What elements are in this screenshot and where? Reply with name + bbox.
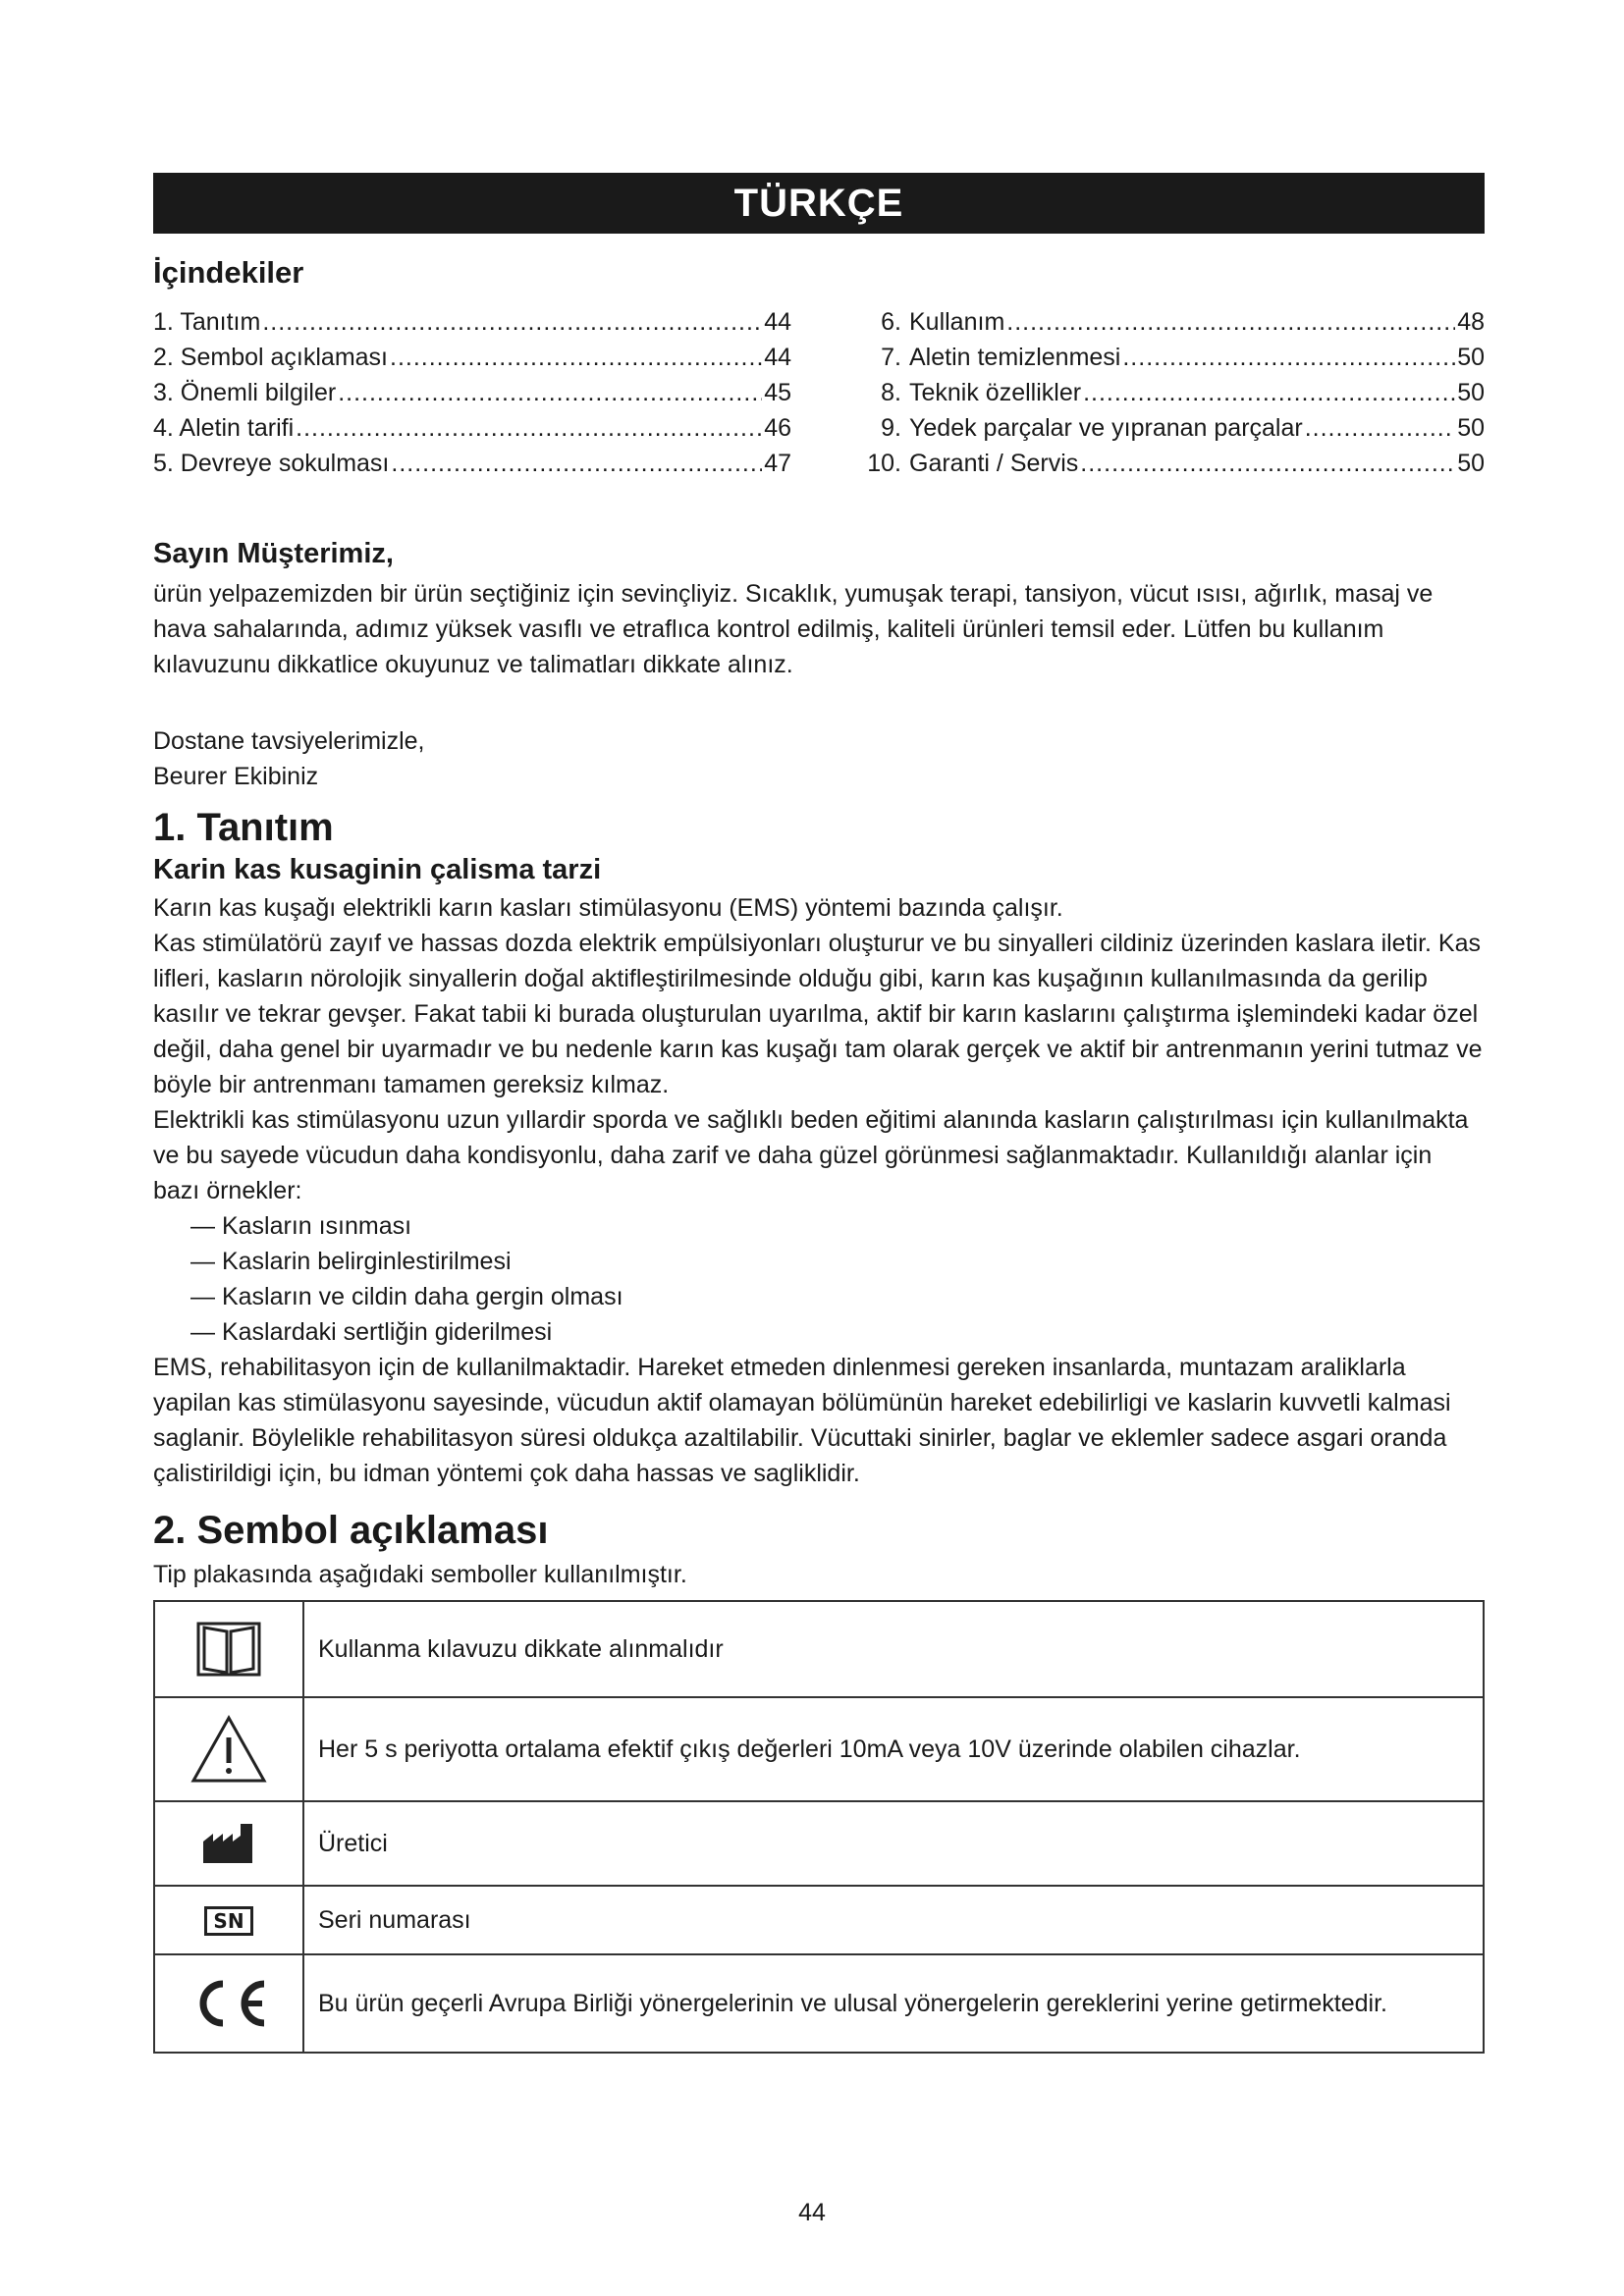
serial-number-icon: SN	[204, 1906, 252, 1936]
toc-entry[interactable]	[153, 340, 791, 375]
toc-entry[interactable]	[856, 446, 1485, 481]
toc-entry-label: 5. Devreye sokulması	[153, 450, 390, 477]
table-row	[154, 1954, 1484, 2053]
section-1-paragraph: EMS, rehabilitasyon için de kullanilmaktadir. Hareket etmeden dinlenmesi gereken insanlarda, muntazam araliklarla yapilan kas stimülasyonu sayesinde, vücudun aktif olamayan bölümünün hareket edebilirligi ve kaslarin kuvvetli kalmasi saglanir. Böylelikle rehabilitasyon süresi oldukça azaltilabilir. Vücuttaki sinirler, baglar ve eklemler sadece asgari oranda çalistirildigi için, bu idman yöntemi çok daha hassas ve sagliklidir.	[153, 1354, 1451, 1487]
section-2-intro: Tip plakasında aşağıdaki semboller kullanılmıştır.	[153, 1561, 687, 1588]
toc-entry-page: 46	[764, 414, 791, 442]
toc-entry-page: 50	[1457, 344, 1485, 371]
toc-entry[interactable]	[856, 304, 1485, 340]
language-header: TÜRKÇE	[153, 173, 1485, 234]
toc-entry-page: 50	[1457, 379, 1485, 406]
toc-entry[interactable]	[856, 410, 1485, 446]
symbol-description: Üretici	[303, 1801, 1484, 1886]
toc-entry[interactable]	[153, 304, 791, 340]
toc-entry[interactable]	[153, 446, 791, 481]
symbol-cell	[154, 1601, 303, 1697]
toc-entry[interactable]	[153, 375, 791, 410]
symbol-table	[153, 1600, 1485, 2054]
greeting-body: ürün yelpazemizden bir ürün seçtiğiniz için sevinçliyiz. Sıcaklık, yumuşak terapi, tansiyon, vücut ısısı, ağırlık, masaj ve hava sahalarında, adımız yüksek vasıflı ve etraflıca kontrol edilmiş, kaliteli ürünleri temsil eder. Lütfen bu kullanım kılavuzunu dikkatlice okuyunuz ve talimatları dikkate alınız.	[153, 580, 1434, 678]
symbol-cell	[154, 1886, 303, 1954]
list-item: — Kaslardaki sertliğin giderilmesi	[190, 1314, 1485, 1350]
section-1-paragraph: Kas stimülatörü zayıf ve hassas dozda elektrik empülsiyonları oluşturur ve bu sinyalleri cildiniz üzerinden kaslara iletir. Kas lifleri, kasların nörolojik sinyallerin doğal aktifleştirilmesinde olduğu gibi, karın kas kuşağının kullanılmasında da gerilip kasılır ve tekrar gevşer. Fakat tabii ki burada oluşturulan uyarılma, aktif bir karın kaslarını çalıştırma işlemindeki kadar özel değil, daha genel bir uyarmadır ve bu nedenle karın kas kuşağı tam olarak gerçek ve aktif bir antrenmanın yerini tutmaz ve böyle bir antrenmanı tamamen gereksiz kılmaz.	[153, 930, 1483, 1098]
table-of-contents	[153, 304, 1485, 481]
manual-book-icon	[194, 1618, 263, 1681]
toc-entry-page: 45	[764, 379, 791, 406]
toc-entry-page: 44	[764, 344, 791, 371]
toc-entry-label: 1. Tanıtım	[153, 308, 261, 336]
table-row	[154, 1801, 1484, 1886]
toc-entry-label: Yedek parçalar ve yıpranan parçalar	[909, 414, 1303, 442]
toc-entry-number: 6.	[881, 308, 901, 336]
toc-entry-label: Kullanım	[909, 308, 1005, 336]
toc-entry-page: 48	[1457, 308, 1485, 336]
usage-examples-list	[153, 1208, 1485, 1350]
manufacturer-icon	[201, 1822, 256, 1865]
list-item: — Kasların ve cildin daha gergin olması	[190, 1279, 1485, 1314]
toc-entry-label: Garanti / Servis	[909, 450, 1079, 477]
toc-entry-label: 2. Sembol açıklaması	[153, 344, 388, 371]
symbol-cell	[154, 1954, 303, 2053]
toc-entry-number: 7.	[881, 344, 901, 371]
toc-entry-label: 4. Aletin tarifi	[153, 414, 295, 442]
greeting-title: Sayın Müşterimiz,	[153, 538, 394, 569]
symbol-description: Kullanma kılavuzu dikkate alınmalıdır	[303, 1601, 1484, 1697]
section-1-title: 1. Tanıtım	[153, 806, 334, 849]
warning-triangle-icon	[189, 1714, 268, 1785]
toc-entry-page: 50	[1457, 450, 1485, 477]
list-item: — Kaslarin belirginlestirilmesi	[190, 1244, 1485, 1279]
section-1-paragraph: Elektrikli kas stimülasyonu uzun yıllardir sporda ve sağlıklı beden eğitimi alanında kasların çalıştırılması için kullanılmakta ve bu sayede vücudun daha kondisyonlu, daha zarif ve daha güzel görünmesi sağlanmaktadır. Kullanıldığı alanlar için bazı örnekler:	[153, 1106, 1469, 1204]
toc-entry-label: 3. Önemli bilgiler	[153, 379, 337, 406]
toc-right-column	[856, 304, 1485, 481]
toc-entry-label: Aletin temizlenmesi	[909, 344, 1121, 371]
section-2-title: 2. Sembol açıklaması	[153, 1509, 549, 1552]
section-1-intro-line: Karın kas kuşağı elektrikli karın kasları stimülasyonu (EMS) yöntemi bazında çalışır.	[153, 894, 1063, 922]
toc-entry[interactable]	[856, 340, 1485, 375]
table-row	[154, 1697, 1484, 1801]
table-row	[154, 1886, 1484, 1954]
symbol-cell	[154, 1697, 303, 1801]
toc-entry-number: 9.	[881, 414, 901, 442]
page-number: 44	[798, 2199, 826, 2226]
table-row	[154, 1601, 1484, 1697]
toc-left-column	[153, 304, 791, 481]
closing-line: Dostane tavsiyelerimizle,	[153, 727, 425, 755]
closing-signature: Beurer Ekibiniz	[153, 763, 319, 790]
toc-entry-page: 50	[1457, 414, 1485, 442]
toc-entry[interactable]	[153, 410, 791, 446]
toc-entry-number: 8.	[881, 379, 901, 406]
toc-entry-label: Teknik özellikler	[909, 379, 1082, 406]
toc-entry[interactable]	[856, 375, 1485, 410]
symbol-description: Seri numarası	[303, 1886, 1484, 1954]
list-item: — Kasların ısınması	[190, 1208, 1485, 1244]
toc-entry-page: 47	[764, 450, 791, 477]
toc-heading: İçindekiler	[153, 255, 304, 290]
ce-mark-icon	[188, 1978, 270, 2029]
symbol-description: Bu ürün geçerli Avrupa Birliği yönergelerinin ve ulusal yönergelerin gereklerini yerine getirmektedir.	[303, 1954, 1484, 2053]
symbol-cell	[154, 1801, 303, 1886]
section-1-subtitle: Karin kas kusaginin çalisma tarzi	[153, 854, 602, 885]
toc-entry-number: 10.	[867, 450, 901, 477]
toc-entry-page: 44	[764, 308, 791, 336]
symbol-description: Her 5 s periyotta ortalama efektif çıkış değerleri 10mA veya 10V üzerinde olabilen cihazlar.	[303, 1697, 1484, 1801]
page	[153, 173, 1485, 2054]
